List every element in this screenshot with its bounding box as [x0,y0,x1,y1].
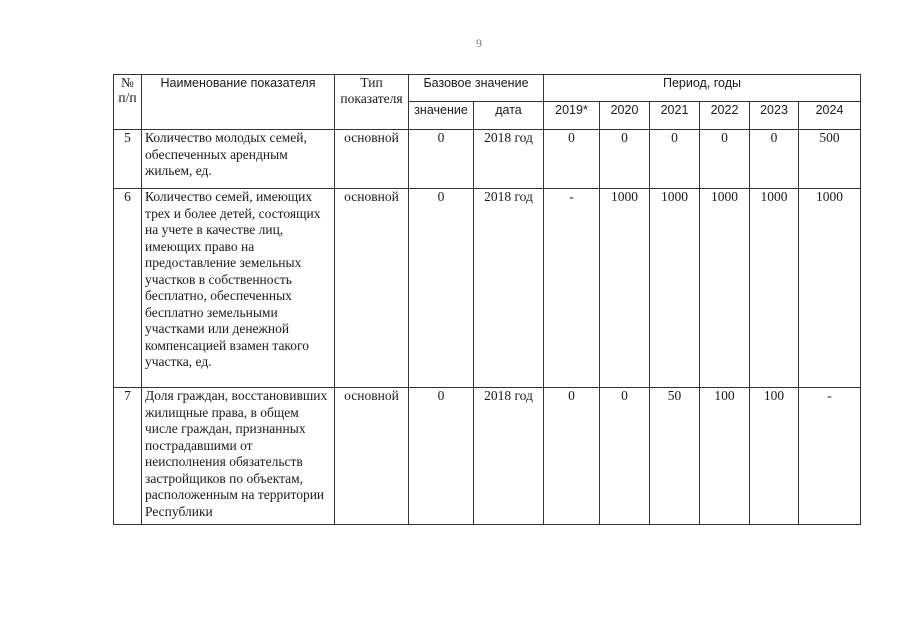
value-2020: 1000 [600,189,650,388]
indicator-type: основной [335,388,409,525]
header-base-value-value: значение [409,102,474,130]
header-base-value: Базовое значение [409,75,544,102]
row-number: 7 [114,388,142,525]
header-base-value-date: дата [474,102,544,130]
value-2022: 100 [700,388,750,525]
value-2019: 0 [544,130,600,189]
value-2021: 1000 [650,189,700,388]
header-indicator-name: Наименование показателя [142,75,335,130]
header-year-2023: 2023 [750,102,799,130]
value-2021: 0 [650,130,700,189]
value-2019: - [544,189,600,388]
value-2022: 0 [700,130,750,189]
header-year-2024: 2024 [799,102,861,130]
base-date: 2018 год [474,388,544,525]
indicator-name: Количество молодых семей, обеспеченных арендным жильем, ед. [142,130,335,189]
value-2024: 1000 [799,189,861,388]
indicator-name: Доля граждан, восстановивших жилищные права, в общем числе граждан, признанных пострадавшими от неисполнения обязательств застройщиков по объектам, расположенным на территории Республики [142,388,335,525]
value-2022: 1000 [700,189,750,388]
table-row [114,189,861,388]
header-period: Период, годы [544,75,861,102]
value-2023: 100 [750,388,799,525]
value-2023: 0 [750,130,799,189]
value-2019: 0 [544,388,600,525]
header-year-2022: 2022 [700,102,750,130]
value-2020: 0 [600,388,650,525]
value-2020: 0 [600,130,650,189]
indicator-name: Количество семей, имеющих трех и более детей, состоящих на учете в качестве лиц, имеющих право на предоставление земельных участков в собственность бесплатно, обеспеченных бесплатно земельными участками или денежной компенсацией взамен такого участка, ед. [142,189,335,388]
header-indicator-type: Тип показателя [335,75,409,130]
value-2024: - [799,388,861,525]
value-2024: 500 [799,130,861,189]
page-number: 9 [476,36,482,50]
row-number: 6 [114,189,142,388]
header-number: № п/п [114,75,142,130]
base-date: 2018 год [474,189,544,388]
value-2023: 1000 [750,189,799,388]
table-row [114,130,861,189]
indicators-table [113,74,861,525]
indicator-type: основной [335,189,409,388]
header-year-2021: 2021 [650,102,700,130]
value-2021: 50 [650,388,700,525]
indicator-type: основной [335,130,409,189]
header-year-2020: 2020 [600,102,650,130]
base-date: 2018 год [474,130,544,189]
base-value: 0 [409,388,474,525]
table-row [114,388,861,525]
row-number: 5 [114,130,142,189]
base-value: 0 [409,189,474,388]
base-value: 0 [409,130,474,189]
header-year-2019: 2019* [544,102,600,130]
